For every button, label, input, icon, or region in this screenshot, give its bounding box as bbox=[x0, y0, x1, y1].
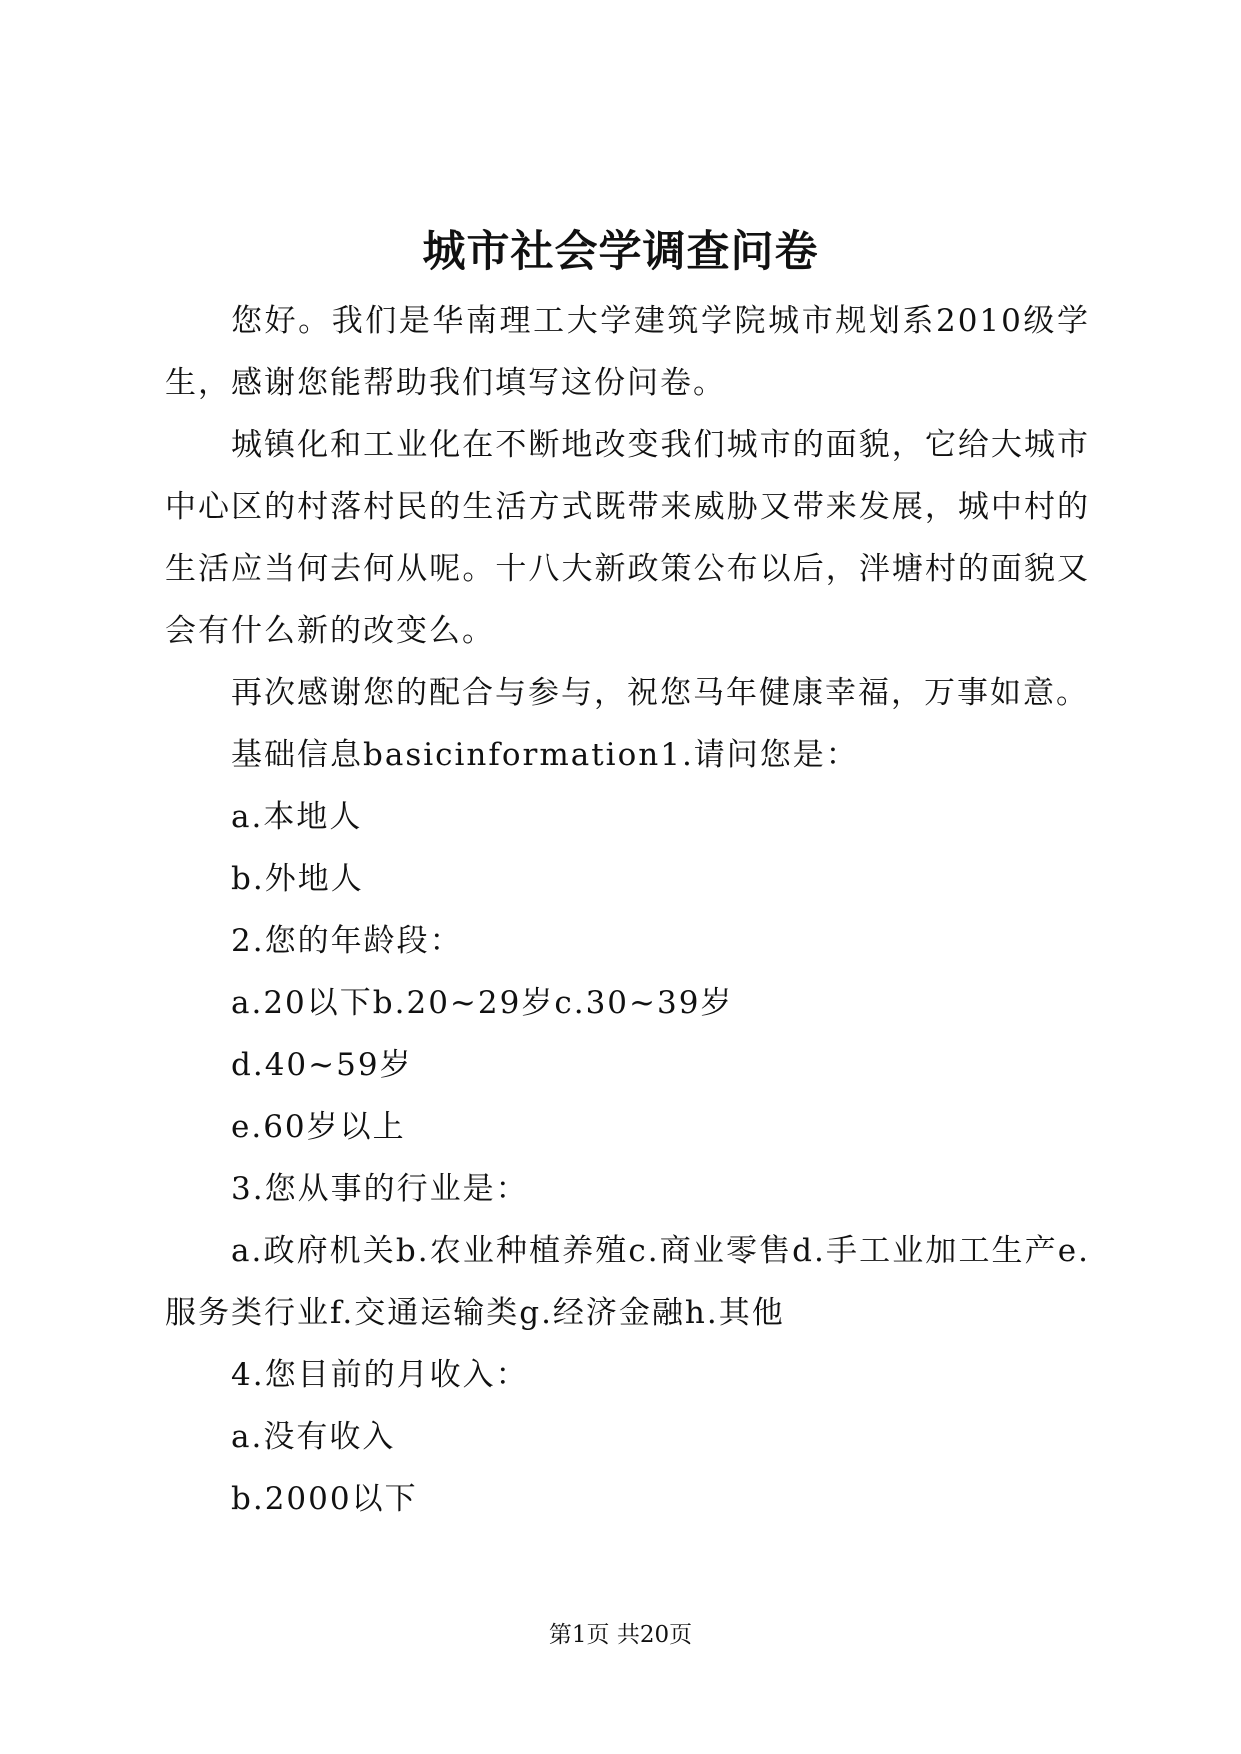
background-paragraph: 城镇化和工业化在不断地改变我们城市的面貌，它给大城市中心区的村落村民的生活方式既带来威胁又带来发展，城中村的生活应当何去何从呢。十八大新政策公布以后，泮塘村的面貌又会有什么新的改变么。 bbox=[165, 427, 1090, 649]
option-line: b.外地人 bbox=[231, 861, 364, 897]
thanks-paragraph: 再次感谢您的配合与参与，祝您马年健康幸福，万事如意。 bbox=[231, 675, 1089, 711]
option-line: a.本地人 bbox=[231, 799, 363, 835]
document-body bbox=[165, 290, 1090, 1530]
question-4: 4.您目前的月收入： bbox=[231, 1357, 529, 1393]
option-line: a.政府机关b.农业种植养殖c.商业零售d.手工业加工生产e.服务类行业f.交通运输类g.经济金融h.其他 bbox=[165, 1233, 1090, 1331]
intro-paragraph: 您好。我们是华南理工大学建筑学院城市规划系2010级学生，感谢您能帮助我们填写这份问卷。 bbox=[165, 303, 1090, 401]
question-2: 2.您的年龄段： bbox=[231, 923, 463, 959]
option-line: b.2000以下 bbox=[231, 1481, 418, 1517]
option-line: a.20以下b.20~29岁c.30~39岁 bbox=[231, 985, 734, 1021]
question-3: 3.您从事的行业是： bbox=[231, 1171, 529, 1207]
option-line: a.没有收入 bbox=[231, 1419, 396, 1455]
option-line: d.40~59岁 bbox=[231, 1047, 413, 1083]
option-line: e.60岁以上 bbox=[231, 1109, 406, 1145]
question-1: 基础信息basicinformation1.请问您是： bbox=[231, 737, 859, 773]
document-title: 城市社会学调查问卷 bbox=[422, 227, 819, 277]
page-footer: 第1页 共20页 bbox=[548, 1622, 693, 1648]
